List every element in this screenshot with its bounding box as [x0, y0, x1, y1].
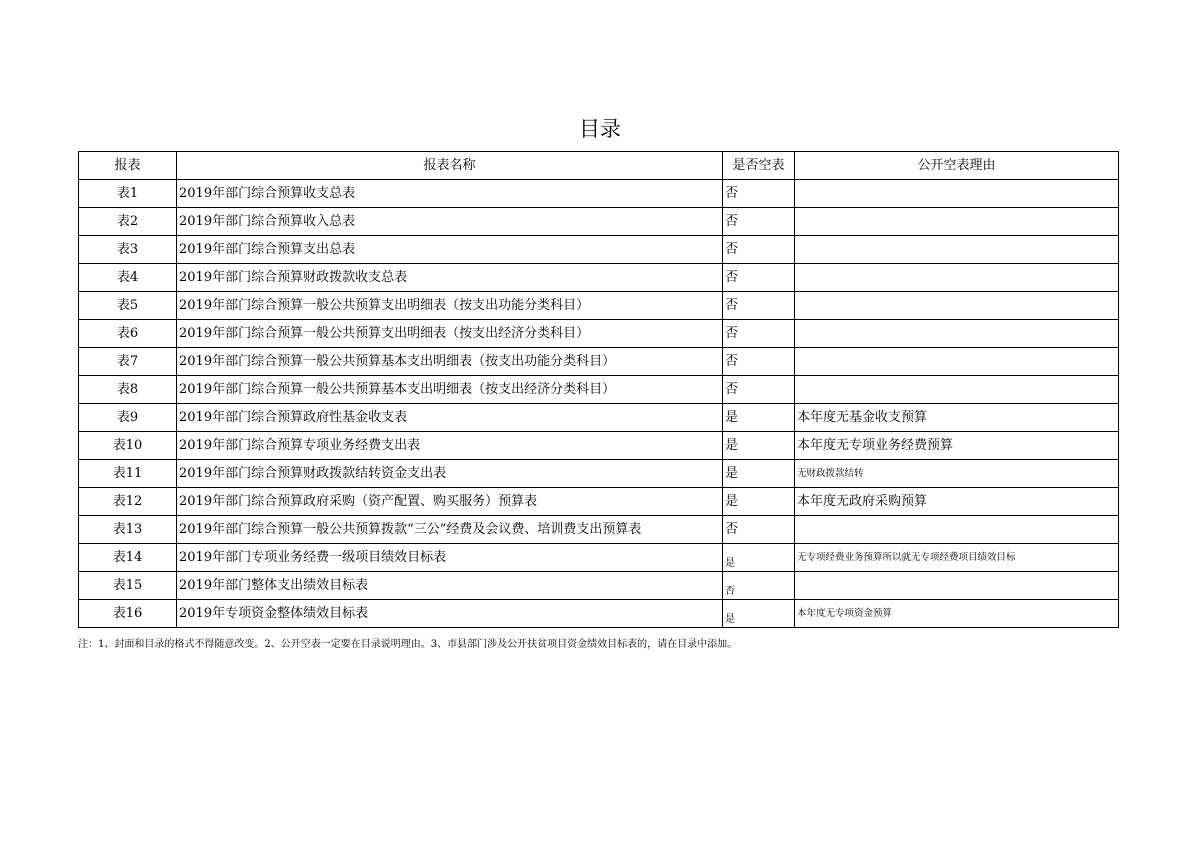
- row-id: 表2: [79, 208, 177, 236]
- row-reason: 本年度无专项业务经费预算: [795, 432, 1119, 460]
- row-reason: [795, 348, 1119, 376]
- table-row: [79, 488, 1119, 516]
- row-id: 表7: [79, 348, 177, 376]
- row-id: 表11: [79, 460, 177, 488]
- row-id: 表5: [79, 292, 177, 320]
- row-name: 2019年部门综合预算财政拨款结转资金支出表: [177, 460, 723, 488]
- table-row: [79, 404, 1119, 432]
- row-reason: 本年度无政府采购预算: [795, 488, 1119, 516]
- row-empty: 是: [723, 600, 795, 628]
- row-empty: 否: [723, 264, 795, 292]
- table-header-row: [79, 152, 1119, 180]
- row-empty: 是: [723, 432, 795, 460]
- row-id: 表15: [79, 572, 177, 600]
- row-name: 2019年部门综合预算政府性基金收支表: [177, 404, 723, 432]
- header-name: 报表名称: [177, 152, 723, 180]
- row-name: 2019年部门整体支出绩效目标表: [177, 572, 723, 600]
- row-reason: [795, 180, 1119, 208]
- row-reason: [795, 208, 1119, 236]
- row-name: 2019年专项资金整体绩效目标表: [177, 600, 723, 628]
- row-name: 2019年部门综合预算财政拨款收支总表: [177, 264, 723, 292]
- table-row: [79, 516, 1119, 544]
- row-reason: 本年度无专项资金预算: [795, 600, 1119, 628]
- row-reason: [795, 292, 1119, 320]
- page-title: 目录: [579, 117, 621, 141]
- row-id: 表3: [79, 236, 177, 264]
- table-row: [79, 264, 1119, 292]
- row-reason: 无财政拨款结转: [795, 460, 1119, 488]
- row-empty: 否: [723, 180, 795, 208]
- row-empty: 是: [723, 404, 795, 432]
- row-id: 表10: [79, 432, 177, 460]
- row-empty: 否: [723, 236, 795, 264]
- table-row: [79, 376, 1119, 404]
- row-reason: [795, 572, 1119, 600]
- row-empty: 是: [723, 544, 795, 572]
- footnote: 注：1、封面和目录的格式不得随意改变。2、公开空表一定要在目录说明理由。3、市县部门涉及公开扶贫项目资金绩效目标表的，请在目录中添加。: [78, 639, 738, 650]
- row-empty: 否: [723, 208, 795, 236]
- row-name: 2019年部门综合预算一般公共预算基本支出明细表（按支出功能分类科目）: [177, 348, 723, 376]
- row-id: 表13: [79, 516, 177, 544]
- row-empty: 否: [723, 292, 795, 320]
- row-reason: [795, 264, 1119, 292]
- row-id: 表6: [79, 320, 177, 348]
- row-empty: 否: [723, 376, 795, 404]
- table-row: [79, 460, 1119, 488]
- table-row: [79, 432, 1119, 460]
- row-name: 2019年部门专项业务经费一级项目绩效目标表: [177, 544, 723, 572]
- row-reason: [795, 236, 1119, 264]
- row-id: 表1: [79, 180, 177, 208]
- table-row: [79, 292, 1119, 320]
- row-id: 表8: [79, 376, 177, 404]
- header-reason: 公开空表理由: [795, 152, 1119, 180]
- row-id: 表16: [79, 600, 177, 628]
- row-name: 2019年部门综合预算一般公共预算支出明细表（按支出功能分类科目）: [177, 292, 723, 320]
- header-id: 报表: [79, 152, 177, 180]
- row-id: 表12: [79, 488, 177, 516]
- row-name: 2019年部门综合预算专项业务经费支出表: [177, 432, 723, 460]
- row-reason: [795, 320, 1119, 348]
- row-empty: 否: [723, 572, 795, 600]
- row-name: 2019年部门综合预算一般公共预算拨款“三公”经费及会议费、培训费支出预算表: [177, 516, 723, 544]
- row-reason: [795, 376, 1119, 404]
- table-row: [79, 572, 1119, 600]
- row-name: 2019年部门综合预算政府采购（资产配置、购买服务）预算表: [177, 488, 723, 516]
- row-empty: 否: [723, 348, 795, 376]
- row-reason: [795, 516, 1119, 544]
- table-row: [79, 348, 1119, 376]
- table-row: [79, 600, 1119, 628]
- row-empty: 是: [723, 488, 795, 516]
- row-name: 2019年部门综合预算一般公共预算基本支出明细表（按支出经济分类科目）: [177, 376, 723, 404]
- header-empty: 是否空表: [723, 152, 795, 180]
- row-id: 表14: [79, 544, 177, 572]
- row-empty: 否: [723, 516, 795, 544]
- table-row: [79, 544, 1119, 572]
- row-name: 2019年部门综合预算收入总表: [177, 208, 723, 236]
- row-empty: 是: [723, 460, 795, 488]
- row-name: 2019年部门综合预算一般公共预算支出明细表（按支出经济分类科目）: [177, 320, 723, 348]
- row-empty: 否: [723, 320, 795, 348]
- row-id: 表4: [79, 264, 177, 292]
- directory-table: [78, 151, 1119, 628]
- row-reason: 本年度无基金收支预算: [795, 404, 1119, 432]
- table-row: [79, 320, 1119, 348]
- row-id: 表9: [79, 404, 177, 432]
- row-name: 2019年部门综合预算收支总表: [177, 180, 723, 208]
- table-row: [79, 180, 1119, 208]
- row-reason: 无专项经费业务预算所以就无专项经费项目绩效目标: [795, 544, 1119, 572]
- table-row: [79, 236, 1119, 264]
- row-name: 2019年部门综合预算支出总表: [177, 236, 723, 264]
- table-row: [79, 208, 1119, 236]
